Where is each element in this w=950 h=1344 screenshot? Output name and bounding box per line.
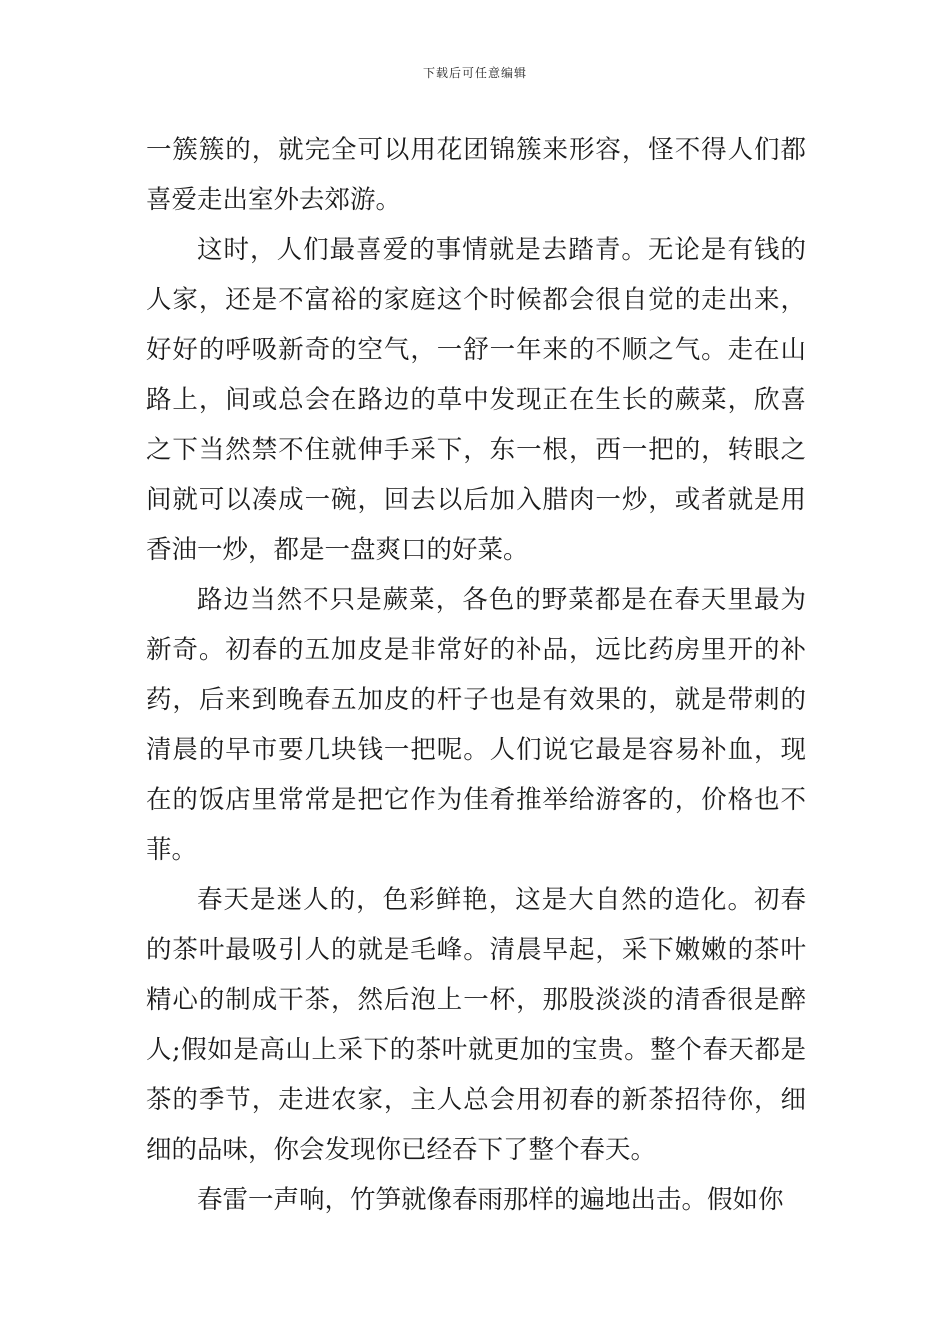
paragraph-continuation: 一簇簇的，就完全可以用花团锦簇来形容，怪不得人们都喜爱走出室外去郊游。 (146, 135, 806, 215)
paragraph-tanqing: 这时，人们最喜爱的事情就是去踏青。无论是有钱的人家，还是不富裕的家庭这个时候都会很自觉的走出来，好好的呼吸新奇的空气，一舒一年来的不顺之气。走在山路上，间或总会在路边的草中发现正在生长的蕨菜，欣喜之下当然禁不住就伸手采下，东一根，西一把的，转眼之间就可以凑成一碗，回去以后加入腊肉一炒，或者就是用香油一炒，都是一盘爽口的好菜。 (146, 235, 806, 565)
paragraph-wild-vegetables: 路边当然不只是蕨菜，各色的野菜都是在春天里最为新奇。初春的五加皮是非常好的补品，远比药房里开的补药，后来到晚春五加皮的杆子也是有效果的，就是带刺的清晨的早市要几块钱一把呢。人们说它最是容易补血，现在的饭店里常常是把它作为佳肴推举给游客的，价格也不菲。 (146, 585, 806, 865)
page-header: 下载后可任意编辑 (422, 66, 527, 80)
paragraph-bamboo-shoots: 春雷一声响，竹笋就像春雨那样的遍地出击。假如你 (197, 1185, 784, 1215)
body-text (146, 125, 806, 1225)
paragraph-spring-tea: 春天是迷人的，色彩鲜艳，这是大自然的造化。初春的茶叶最吸引人的就是毛峰。清晨早起，采下嫩嫩的茶叶精心的制成干茶，然后泡上一杯，那股淡淡的清香很是醉人;假如是高山上采下的茶叶就更加的宝贵。整个春天都是茶的季节，走进农家，主人总会用初春的新茶招待你，细细的品味，你会发现你已经吞下了整个春天。 (146, 885, 806, 1165)
